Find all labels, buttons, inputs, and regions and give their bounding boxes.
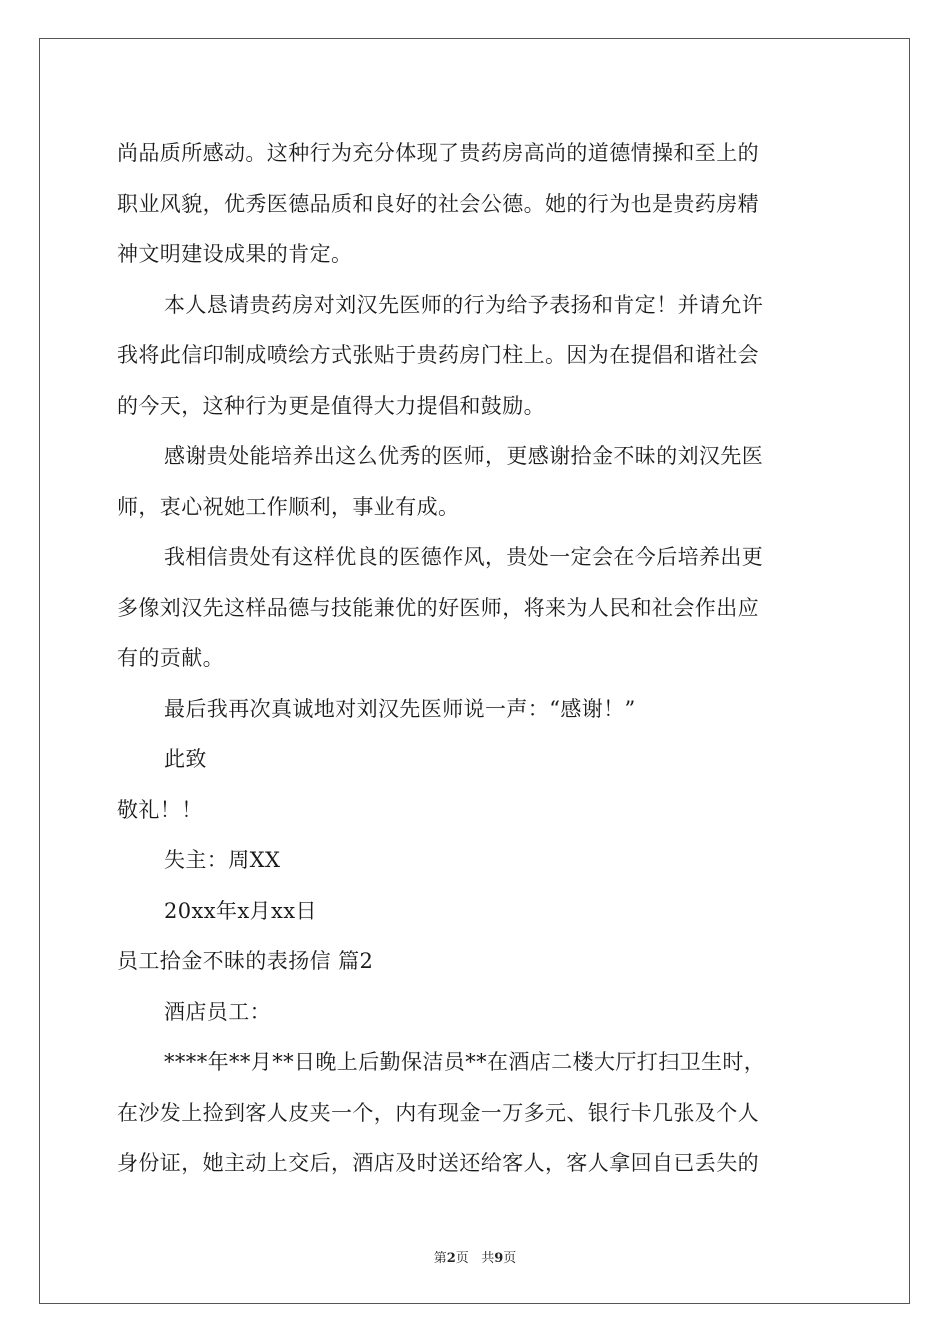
salutation-cizhi: 此致 xyxy=(164,747,207,771)
text-line: 师，衷心祝她工作顺利，事业有成。 xyxy=(117,494,460,519)
total-suffix: 页 xyxy=(503,1251,517,1266)
paragraph-first-line: ****年**月**日晚上后勤保洁员**在酒店二楼大厅打扫卫生时， xyxy=(164,1050,766,1074)
text-line: 身份证，她主动上交后，酒店及时送还给客人，客人拿回自已丢失的 xyxy=(117,1151,759,1175)
text-line: 有的贡献。 xyxy=(117,646,224,670)
addressee: 酒店员工： xyxy=(164,999,271,1024)
page-suffix: 页 xyxy=(455,1251,469,1266)
paragraph-first-line: 感谢贵处能培养出这么优秀的医师，更感谢拾金不昧的刘汉先医 xyxy=(164,444,764,468)
text-line: 职业风貌，优秀医德品质和良好的社会公德。她的行为也是贵药房精 xyxy=(117,191,759,216)
text-line: 在沙发上捡到客人皮夹一个，内有现金一万多元、银行卡几张及个人 xyxy=(117,1100,759,1125)
page-number: 2 xyxy=(446,1251,456,1266)
paragraph-first-line: 我相信贵处有这样优良的医德作风，贵处一定会在今后培养出更 xyxy=(164,545,764,569)
paragraph-first-line: 本人恳请贵药房对刘汉先医师的行为给予表扬和肯定！并请允许 xyxy=(164,292,764,317)
total-prefix: 共 xyxy=(481,1251,495,1266)
page-footer xyxy=(0,1247,950,1266)
text-line: 的今天，这种行为更是值得大力提倡和鼓励。 xyxy=(117,393,545,418)
text-line: 尚品质所感动。这种行为充分体现了贵药房高尚的道德情操和至上的 xyxy=(117,141,759,165)
date-line: 20xx年x月xx日 xyxy=(164,898,317,923)
text-line: 我将此信印制成喷绘方式张贴于贵药房门柱上。因为在提倡和谐社会 xyxy=(117,343,759,367)
salutation-jingli: 敬礼！！ xyxy=(117,797,203,822)
document-body xyxy=(117,128,837,1189)
signature: 失主：周XX xyxy=(164,848,281,872)
text-line: 多像刘汉先这样品德与技能兼优的好医师，将来为人民和社会作出应 xyxy=(117,595,759,620)
closing-statement: 最后我再次真诚地对刘汉先医师说一声：“感谢！” xyxy=(164,696,636,721)
section-title: 员工拾金不昧的表扬信 篇2 xyxy=(117,949,374,973)
page-prefix: 第 xyxy=(433,1251,447,1266)
total-pages: 9 xyxy=(494,1251,504,1266)
text-line: 神文明建设成果的肯定。 xyxy=(117,242,353,266)
